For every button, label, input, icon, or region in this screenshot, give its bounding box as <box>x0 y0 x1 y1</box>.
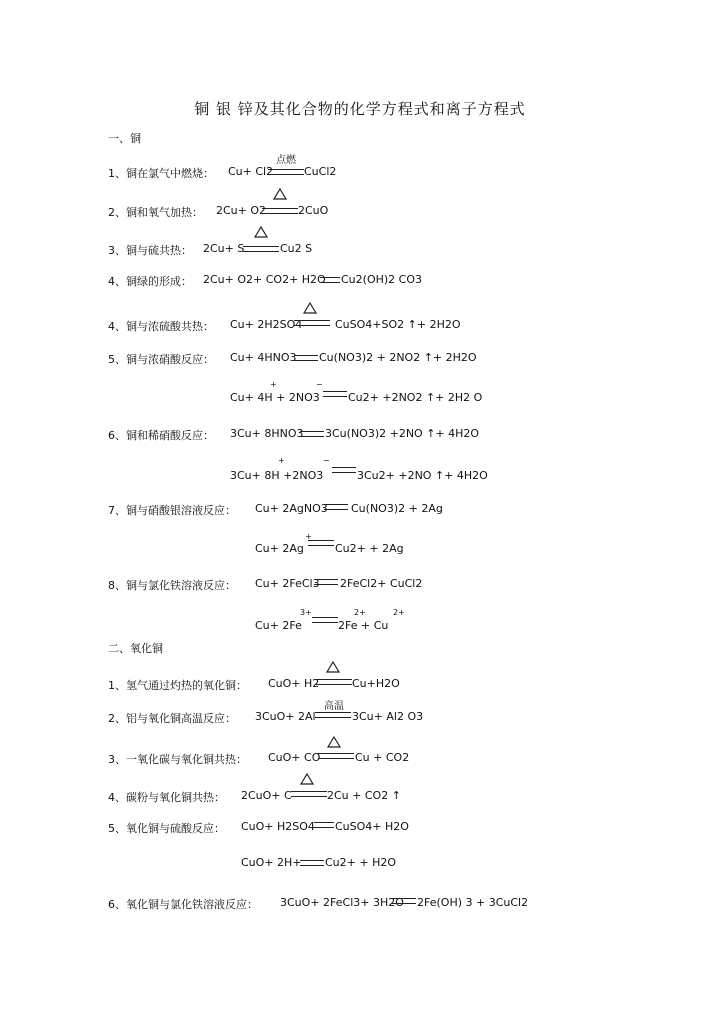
equals-sign <box>300 431 324 437</box>
reactants: Cu+ 4HNO3 <box>230 351 297 364</box>
products: Cu + CO2 <box>355 751 410 764</box>
equals-sign <box>308 540 334 546</box>
equals-sign <box>243 246 279 252</box>
equation-label: 4、铜绿的形成： <box>108 275 192 288</box>
charge-superscript: + <box>270 380 277 389</box>
ionic-reactants: Cu+ 2Fe <box>255 619 302 632</box>
ionic-products: 2Fe + Cu <box>338 619 389 632</box>
equation-label: 2、铜和氧气加热： <box>108 206 203 219</box>
equation-label: 4、碳粉与氧化铜共热： <box>108 791 225 804</box>
reactants: CuO+ H2 <box>268 677 320 690</box>
ionic-products: 3Cu2+ +2NO ↑+ 4H2O <box>357 469 488 482</box>
equals-sign <box>320 277 340 283</box>
charge-superscript: 2+ <box>393 608 405 617</box>
ionic-products: Cu2+ +2NO2 ↑+ 2H2 O <box>348 391 483 404</box>
equation-label: 8、铜与氯化铁溶液反应： <box>108 579 236 592</box>
reactants: Cu+ Cl2 <box>228 165 274 178</box>
equals-sign <box>392 898 416 904</box>
reactants: 3Cu+ 8HNO3 <box>230 427 304 440</box>
equals-sign <box>318 753 354 759</box>
reactants: CuO+ CO <box>268 751 321 764</box>
equals-sign <box>294 320 330 326</box>
products: Cu(NO3)2 + 2Ag <box>351 502 443 515</box>
equals-sign <box>312 617 338 623</box>
page-title: 铜 银 锌及其化合物的化学方程式和离子方程式 <box>194 100 526 118</box>
equals-sign <box>314 579 338 585</box>
equation-label: 6、铜和稀硝酸反应： <box>108 429 214 442</box>
equation-label: 7、铜与硝酸银溶液反应： <box>108 504 236 517</box>
ionic-products: Cu2+ + 2Ag <box>335 542 404 555</box>
products: Cu(NO3)2 + 2NO2 ↑+ 2H2O <box>319 351 477 364</box>
equals-sign <box>300 860 324 866</box>
equation-label: 1、氢气通过灼热的氧化铜： <box>108 679 247 692</box>
equals-sign <box>314 822 334 828</box>
products: Cu2(OH)2 CO3 <box>341 273 422 286</box>
equals-sign <box>294 355 318 361</box>
equation-label: 6、氧化铜与氯化铁溶液反应： <box>108 898 258 911</box>
products: 2FeCl2+ CuCl2 <box>340 577 423 590</box>
equation-label: 3、铜与硫共热： <box>108 244 192 257</box>
equation-label: 1、铜在氯气中燃烧： <box>108 167 214 180</box>
charge-superscript: − <box>323 456 330 465</box>
equals-sign <box>332 467 356 473</box>
reactants: 2Cu+ O2+ CO2+ H2O <box>203 273 326 286</box>
section-heading-copper: 一、铜 <box>108 132 141 145</box>
equation-label: 5、铜与浓硝酸反应： <box>108 353 214 366</box>
products: Cu+H2O <box>352 677 400 690</box>
reactants: CuO+ H2SO4 <box>241 820 315 833</box>
products: CuSO4+SO2 ↑+ 2H2O <box>335 318 461 331</box>
ionic-reactants: Cu+ 2Ag <box>255 542 304 555</box>
ionic-reactants: 3Cu+ 8H +2NO3 <box>230 469 324 482</box>
reactants: 3CuO+ 2FeCl3+ 3H2O <box>280 896 404 909</box>
products: 3Cu+ Al2 O3 <box>352 710 424 723</box>
products: 2CuO <box>298 204 329 217</box>
products: 2Cu + CO2 ↑ <box>327 789 401 802</box>
ionic-reactants: Cu+ 4H + 2NO3 <box>230 391 320 404</box>
equation-label: 5、氧化铜与硫酸反应： <box>108 822 225 835</box>
reactants: 2Cu+ O2 <box>216 204 267 217</box>
section-heading-copper-oxide: 二、氧化铜 <box>108 642 163 655</box>
reactants: Cu+ 2AgNO3 <box>255 502 328 515</box>
equation-label: 4、铜与浓硫酸共热： <box>108 320 214 333</box>
ionic-products: Cu2+ + H2O <box>325 856 397 869</box>
reactants: Cu+ 2H2SO4 <box>230 318 303 331</box>
equals-sign <box>315 712 351 718</box>
condition-label: 高温 <box>324 701 344 712</box>
condition-label: 点燃 <box>276 155 296 166</box>
products: 2Fe(OH) 3 + 3CuCl2 <box>417 896 529 909</box>
charge-superscript: − <box>316 380 323 389</box>
products: Cu2 S <box>280 242 313 255</box>
equals-sign <box>323 391 347 397</box>
charge-superscript: + <box>278 456 285 465</box>
products: CuCl2 <box>304 165 337 178</box>
equals-sign <box>291 791 327 797</box>
equation-label: 3、一氧化碳与氧化铜共热： <box>108 753 247 766</box>
products: 3Cu(NO3)2 +2NO ↑+ 4H2O <box>325 427 480 440</box>
charge-superscript: + <box>305 532 312 541</box>
equals-sign <box>262 208 298 214</box>
charge-superscript: 3+ <box>300 608 312 617</box>
reactants: 3CuO+ 2Al <box>255 710 316 723</box>
reactants: 2CuO+ C <box>241 789 292 802</box>
equals-sign <box>268 169 304 175</box>
ionic-reactants: CuO+ 2H+ <box>241 856 302 869</box>
equation-label: 2、铝与氧化铜高温反应： <box>108 712 236 725</box>
reactants: 2Cu+ S <box>203 242 245 255</box>
equals-sign <box>324 504 348 510</box>
equals-sign <box>316 679 352 685</box>
reactants: Cu+ 2FeCl3 <box>255 577 320 590</box>
products: CuSO4+ H2O <box>335 820 409 833</box>
charge-superscript: 2+ <box>354 608 366 617</box>
